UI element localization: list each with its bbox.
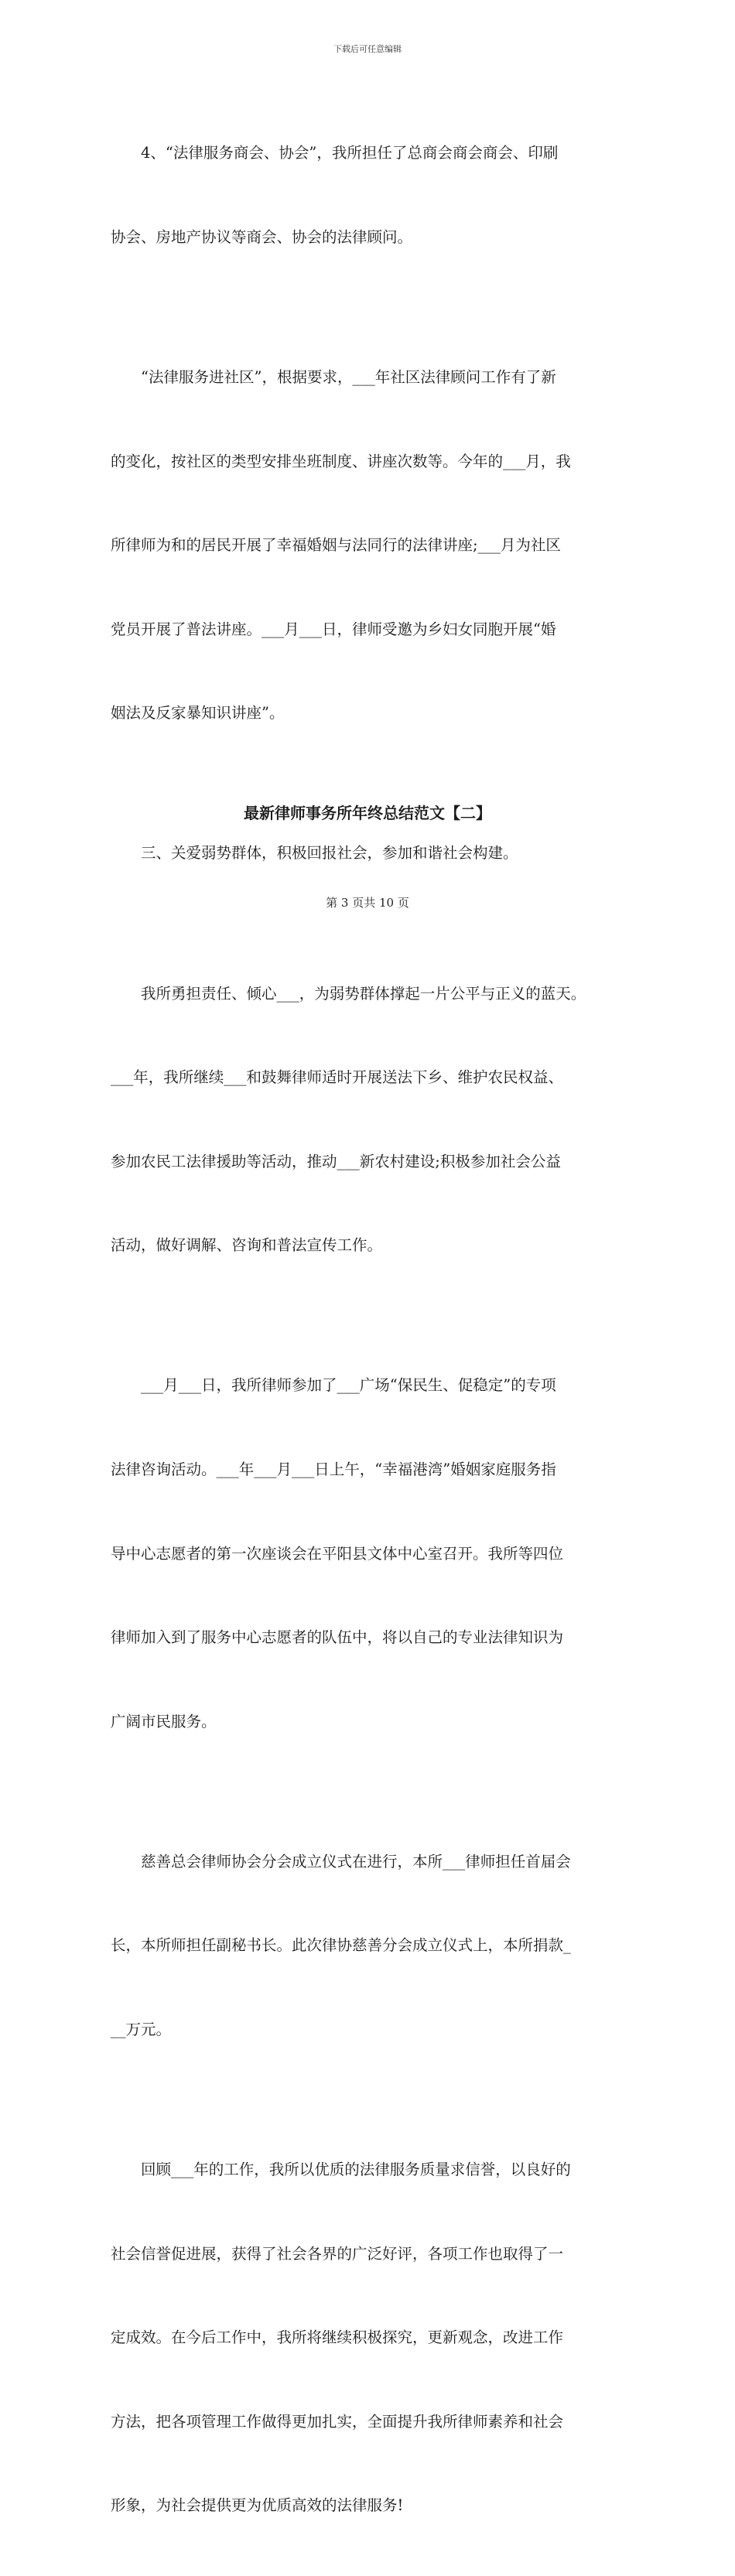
page-header: 下载后可任意编辑 [333,44,402,54]
text-line: 4、“法律服务商会、协会”，我所担任了总商会商会商会、印刷 [141,144,559,162]
text-line: 导中心志愿者的第一次座谈会在平阳县文体中心室召开。我所等四位 [111,1544,564,1563]
paragraph-7 [111,2100,637,2576]
text-line: ___月___日，我所律师参加了___广场“保民生、促稳定”的专项 [141,1376,556,1395]
text-line: 长，本所师担任副秘书长。此次律协慈善分会成立仪式上，本所捐款_ [111,1936,571,1955]
paragraph-2 [111,308,637,784]
paragraph-6 [111,1792,637,2099]
text-line: 定成效。在今后工作中，我所将继续积极探究，更新观念，改进工作 [111,2328,564,2347]
text-line: 的变化，按社区的类型安排坐班制度、讲座次数等。今年的___月，我 [111,452,571,470]
page-number: 第 3 页共 10 页 [326,896,409,910]
text-line: 广阔市民服务。 [111,1712,217,1730]
text-line: 形象，为社会提供更为优质高效的法律服务! [111,2496,404,2515]
text-line: 协会、房地产协议等商会、协会的法律顾问。 [111,228,413,247]
text-line: 所律师为和的居民开展了幸福婚姻与法同行的法律讲座;___月为社区 [111,536,561,555]
paragraph-5 [111,1316,637,1792]
text-line: 法律咨询活动。___年___月___日上午，“幸福港湾”婚姻家庭服务指 [111,1460,556,1478]
text-line: 姻法及反家暴知识讲座”。 [111,704,285,723]
text-line: 方法，把各项管理工作做得更加扎实，全面提升我所律师素养和社会 [111,2412,564,2431]
text-line: 参加农民工法律援助等活动，推动___新农村建设;积极参加社会公益 [111,1152,561,1170]
text-line: __万元。 [111,2021,172,2039]
text-line: 律师加入到了服务中心志愿者的队伍中，将以自己的专业法律知识为 [111,1628,564,1647]
section-title: 最新律师事务所年终总结范文【二】 [244,804,491,822]
text-line: 党员开展了普法讲座。___月___日，律师受邀为乡妇女同胞开展“婚 [111,620,556,638]
text-line: 慈善总会律师协会分会成立仪式在进行，本所___律师担任首届会 [141,1852,571,1871]
text-line: 社会信誉促进展，获得了社会各界的广泛好评，各项工作也取得了一 [111,2244,564,2263]
document-body [111,84,637,2576]
text-line: “法律服务进社区”，根据要求，___年社区法律顾问工作有了新 [141,368,556,387]
paragraph-4 [111,924,637,1316]
text-line: 三、关爱弱势群体，积极回报社会，参加和谐社会构建。 [141,844,518,863]
paragraph-1 [111,84,637,308]
text-line: 活动，做好调解、咨询和普法宣传工作。 [111,1236,383,1255]
text-line: 回顾___年的工作，我所以优质的法律服务质量求信誉，以良好的 [141,2161,571,2179]
text-line: ___年，我所继续___和鼓舞律师适时开展送法下乡、维护农民权益、 [111,1068,564,1087]
text-line: 我所勇担责任、倾心___，为弱势群体撑起一片公平与正义的蓝天。 [141,984,586,1003]
